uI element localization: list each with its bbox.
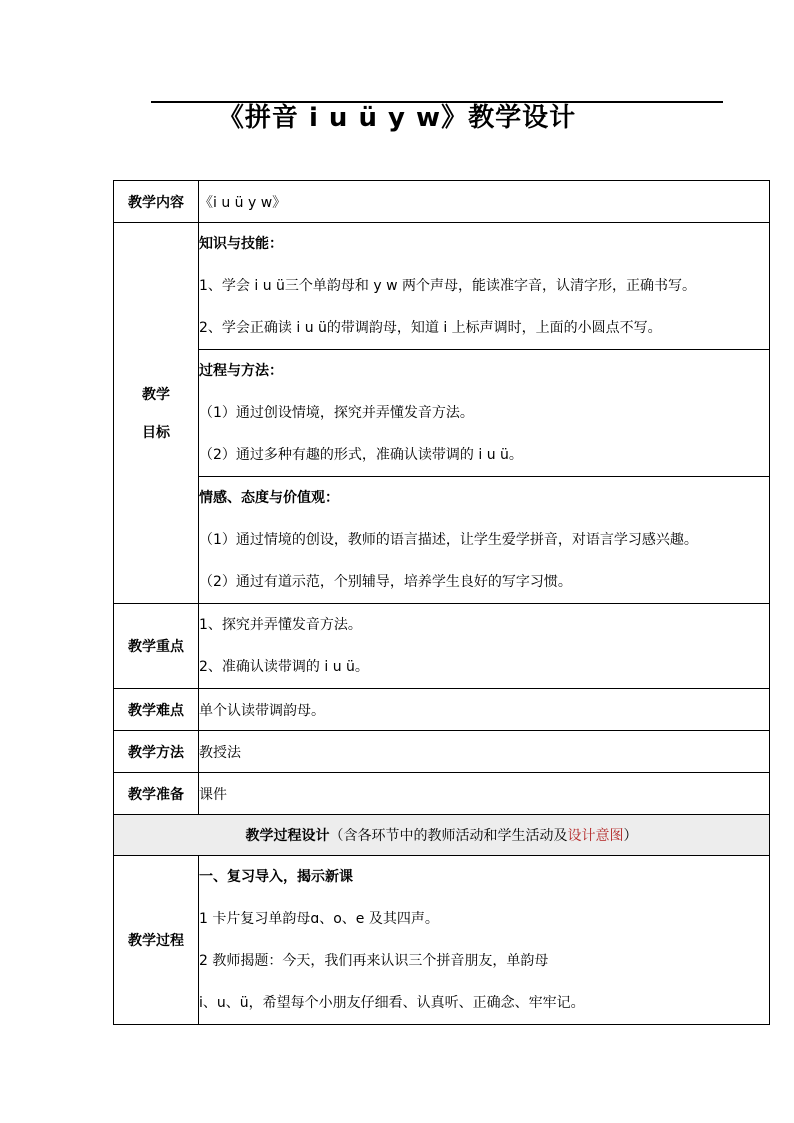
key-point-item: 2、准确认读带调的 i u ü。 [199, 659, 369, 675]
knowledge-item: 2、学会正确读 i u ü的带调韵母，知道 i 上标声调时，上面的小圆点不写。 [199, 320, 662, 336]
document-title: 《拼音 i u ü y w》教学设计 [217, 103, 577, 133]
emotion-heading: 情感、态度与价值观： [199, 490, 339, 506]
row-value-difficulty: 单个认读带调韵母。 [199, 689, 770, 731]
emotion-item: （2）通过有道示范，个别辅导，培养学生良好的写字习惯。 [199, 574, 572, 590]
row-label-preparation: 教学准备 [114, 773, 199, 815]
process-heading: 过程与方法： [199, 363, 283, 379]
table-row-preparation [114, 773, 770, 815]
lesson-plan-table [113, 180, 770, 1025]
table-row-difficulty [114, 689, 770, 731]
row-label-goals [114, 223, 199, 604]
process-steps-heading: 一、复习导入，揭示新课 [199, 869, 353, 885]
key-point-item: 1、探究并弄懂发音方法。 [199, 617, 362, 633]
process-steps-cell [199, 856, 770, 1025]
table-row-method [114, 731, 770, 773]
table-row-process-steps [114, 856, 770, 1025]
design-header-red: 设计意图 [567, 828, 624, 844]
design-header-end: ） [623, 828, 638, 844]
goals-label-line-2: 目标 [142, 425, 170, 441]
goals-knowledge-cell [199, 223, 770, 350]
process-step-item: 1 卡片复习单韵母ɑ、o、e 及其四声。 [199, 911, 439, 927]
row-label-difficulty: 教学难点 [114, 689, 199, 731]
table-row-goals-emotion [114, 477, 770, 604]
row-value-preparation: 课件 [199, 773, 770, 815]
knowledge-heading: 知识与技能： [199, 236, 283, 252]
table-row-goals-process [114, 350, 770, 477]
row-label-method: 教学方法 [114, 731, 199, 773]
row-value-content: 《i u ü y w》 [199, 181, 770, 223]
design-header-cell [114, 815, 770, 856]
table-row-key-points [114, 604, 770, 689]
row-label-process-steps: 教学过程 [114, 856, 199, 1025]
table-row-design-header [114, 815, 770, 856]
row-label-key-points: 教学重点 [114, 604, 199, 689]
process-step-item: 2 教师揭题：今天，我们再来认识三个拼音朋友，单韵母 [199, 953, 549, 969]
knowledge-item: 1、学会 i u ü三个单韵母和 y w 两个声母，能读准字音，认清字形，正确书写。 [199, 278, 696, 294]
process-item: （1）通过创设情境，探究并弄懂发音方法。 [199, 405, 474, 421]
row-value-method: 教授法 [199, 731, 770, 773]
row-label-content: 教学内容 [114, 181, 199, 223]
design-header-bold: 教学过程设计 [245, 828, 330, 844]
goals-emotion-cell [199, 477, 770, 604]
goals-process-cell [199, 350, 770, 477]
goals-label-line-1: 教学 [142, 387, 170, 403]
table-row-content [114, 181, 770, 223]
emotion-item: （1）通过情境的创设，教师的语言描述，让学生爱学拼音，对语言学习感兴趣。 [199, 532, 698, 548]
process-step-item: i、u、ü，希望每个小朋友仔细看、认真听、正确念、牢牢记。 [199, 995, 585, 1011]
design-header-normal: （含各环节中的教师活动和学生活动及 [329, 828, 568, 844]
process-item: （2）通过多种有趣的形式，准确认读带调的 i u ü。 [199, 447, 523, 463]
key-points-cell [199, 604, 770, 689]
table-row-goals-knowledge [114, 223, 770, 350]
